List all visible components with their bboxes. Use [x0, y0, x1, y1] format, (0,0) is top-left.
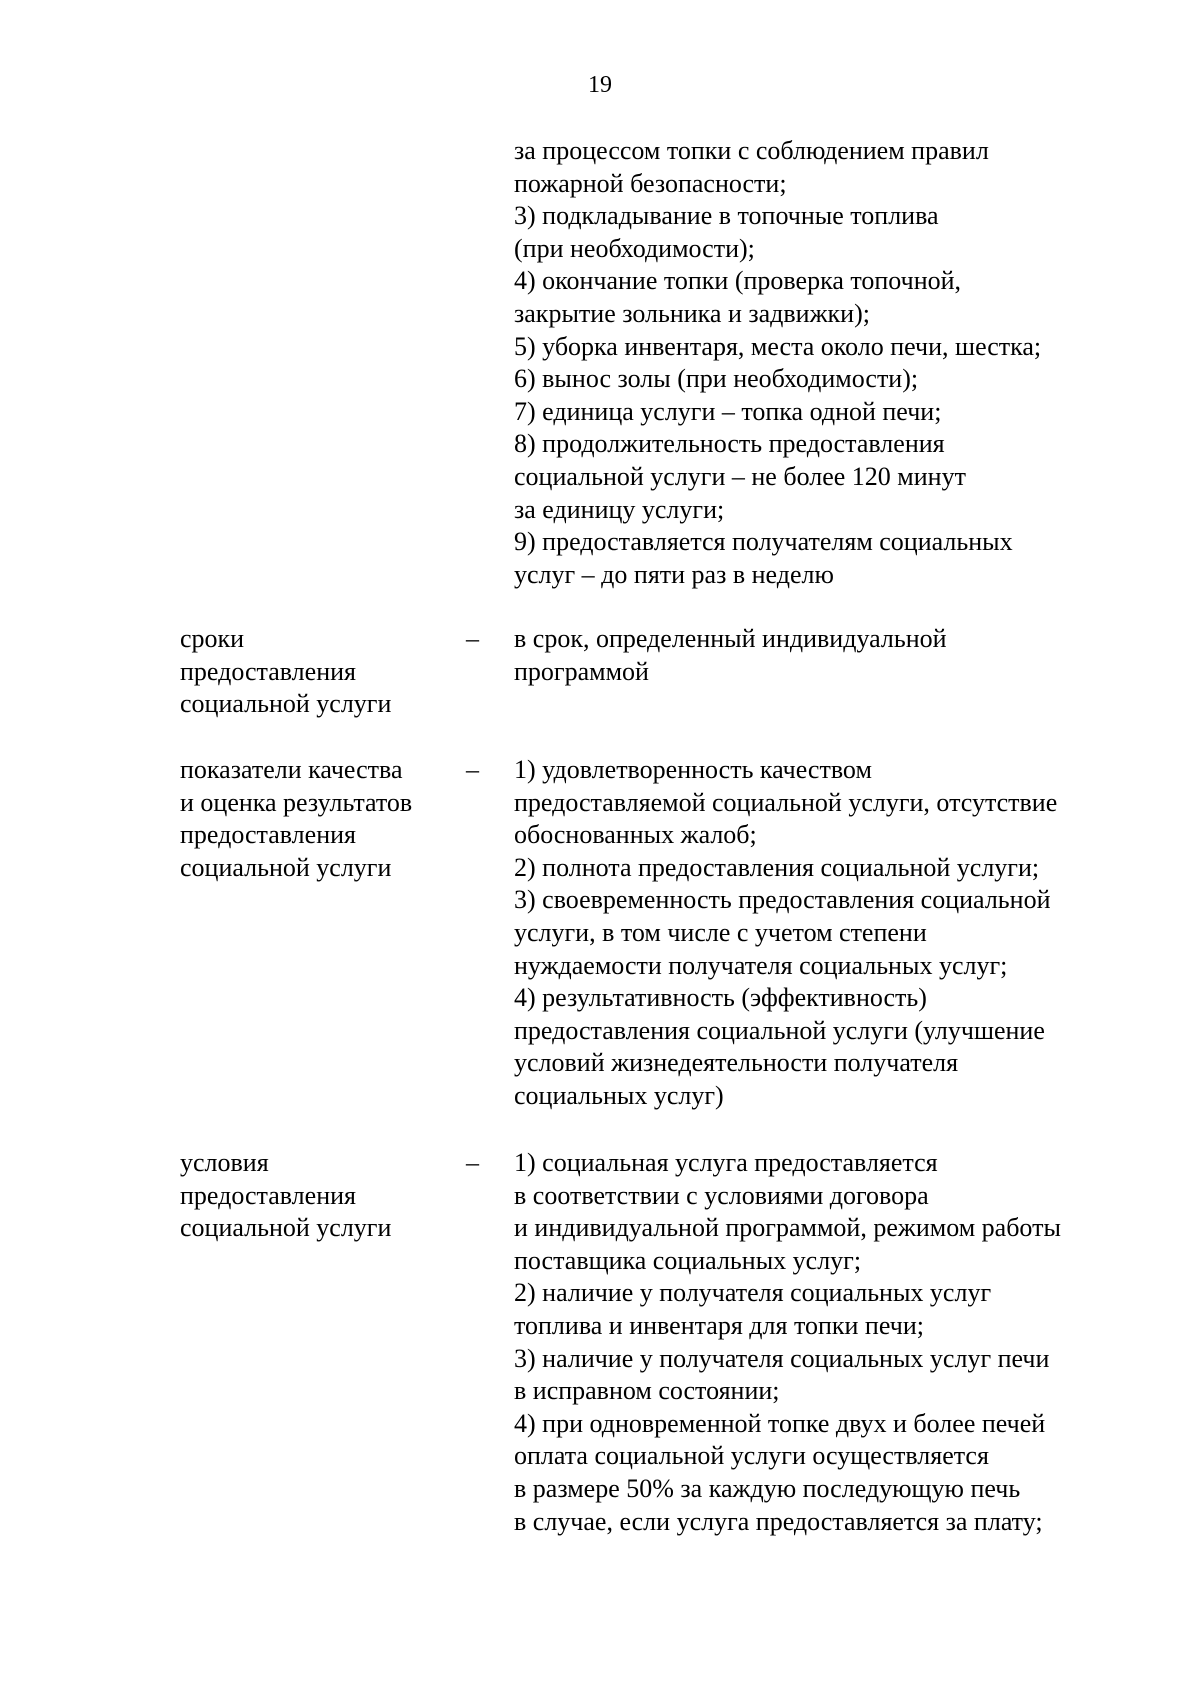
text-line: за процессом топки с соблюдением правил: [514, 136, 989, 165]
row-value: [514, 623, 947, 688]
text-line: 8) продолжительность предоставления: [514, 429, 945, 459]
value-line: 4) результативность (эффективность): [514, 983, 927, 1013]
value-line: топлива и инвентаря для топки печи;: [514, 1310, 924, 1340]
value-line: поставщика социальных услуг;: [514, 1245, 862, 1275]
value-line: 2) наличие у получателя социальных услуг: [514, 1278, 992, 1308]
text-line: 7) единица услуги – топка одной печи;: [514, 396, 942, 426]
label-line: предоставления: [180, 1180, 356, 1210]
label-line: показатели качества: [180, 755, 403, 784]
value-line: социальных услуг): [514, 1080, 724, 1110]
value-line: в срок, определенный индивидуальной: [514, 624, 947, 653]
row-value: [514, 1147, 1061, 1538]
text-line: 9) предоставляется получателям социальных: [514, 527, 1013, 557]
label-line: социальной услуги: [180, 689, 392, 719]
value-line: 3) наличие у получателя социальных услуг печи: [514, 1343, 1050, 1373]
text-line: социальной услуги – не более 120 минут: [514, 461, 966, 491]
text-line: 4) окончание топки (проверка топочной,: [514, 266, 962, 296]
label-line: сроки: [180, 624, 245, 653]
page-number: 19: [588, 72, 612, 98]
label-line: социальной услуги: [180, 852, 392, 882]
value-line: в размере 50% за каждую последующую печь: [514, 1473, 1021, 1503]
row-label: [180, 754, 412, 884]
value-line: обоснованных жалоб;: [514, 820, 757, 850]
text-line: закрытие зольника и задвижки);: [514, 298, 870, 328]
text-line: услуг – до пяти раз в неделю: [514, 559, 834, 589]
value-line: и индивидуальной программой, режимом работы: [514, 1213, 1061, 1243]
value-line: 2) полнота предоставления социальной услуги;: [514, 852, 1040, 882]
label-line: предоставления: [180, 820, 356, 850]
continuation-text: [514, 135, 1041, 591]
value-line: 3) своевременность предоставления социальной: [514, 885, 1051, 915]
row-label: [180, 1147, 391, 1245]
label-line: условия: [180, 1148, 269, 1177]
label-line: предоставления: [180, 656, 356, 686]
value-line: нуждаемости получателя социальных услуг;: [514, 950, 1008, 980]
row-dash: –: [466, 1148, 479, 1177]
label-line: социальной услуги: [180, 1213, 392, 1243]
row-dash: –: [466, 624, 479, 653]
value-line: 1) удовлетворенность качеством: [514, 755, 872, 784]
row-dash: –: [466, 755, 479, 784]
value-line: 4) при одновременной топке двух и более печей: [514, 1408, 1046, 1438]
value-line: в соответствии с условиями договора: [514, 1180, 929, 1210]
value-line: 1) социальная услуга предоставляется: [514, 1148, 938, 1177]
value-line: оплата социальной услуги осуществляется: [514, 1441, 989, 1471]
value-line: в случае, если услуга предоставляется за плату;: [514, 1506, 1043, 1536]
text-line: (при необходимости);: [514, 233, 755, 263]
value-line: услуги, в том числе с учетом степени: [514, 917, 927, 947]
value-line: предоставления социальной услуги (улучшение: [514, 1015, 1045, 1045]
row-label: [180, 623, 391, 721]
value-line: предоставляемой социальной услуги, отсутствие: [514, 787, 1058, 817]
value-line: программой: [514, 656, 649, 686]
text-line: пожарной безопасности;: [514, 168, 787, 198]
text-line: за единицу услуги;: [514, 494, 725, 524]
text-line: 6) вынос золы (при необходимости);: [514, 364, 919, 394]
row-value: [514, 754, 1057, 1113]
value-line: в исправном состоянии;: [514, 1376, 780, 1406]
label-line: и оценка результатов: [180, 787, 413, 817]
text-line: 3) подкладывание в топочные топлива: [514, 201, 939, 231]
value-line: условий жизнедеятельности получателя: [514, 1048, 959, 1078]
text-line: 5) уборка инвентаря, места около печи, шестка;: [514, 331, 1042, 361]
